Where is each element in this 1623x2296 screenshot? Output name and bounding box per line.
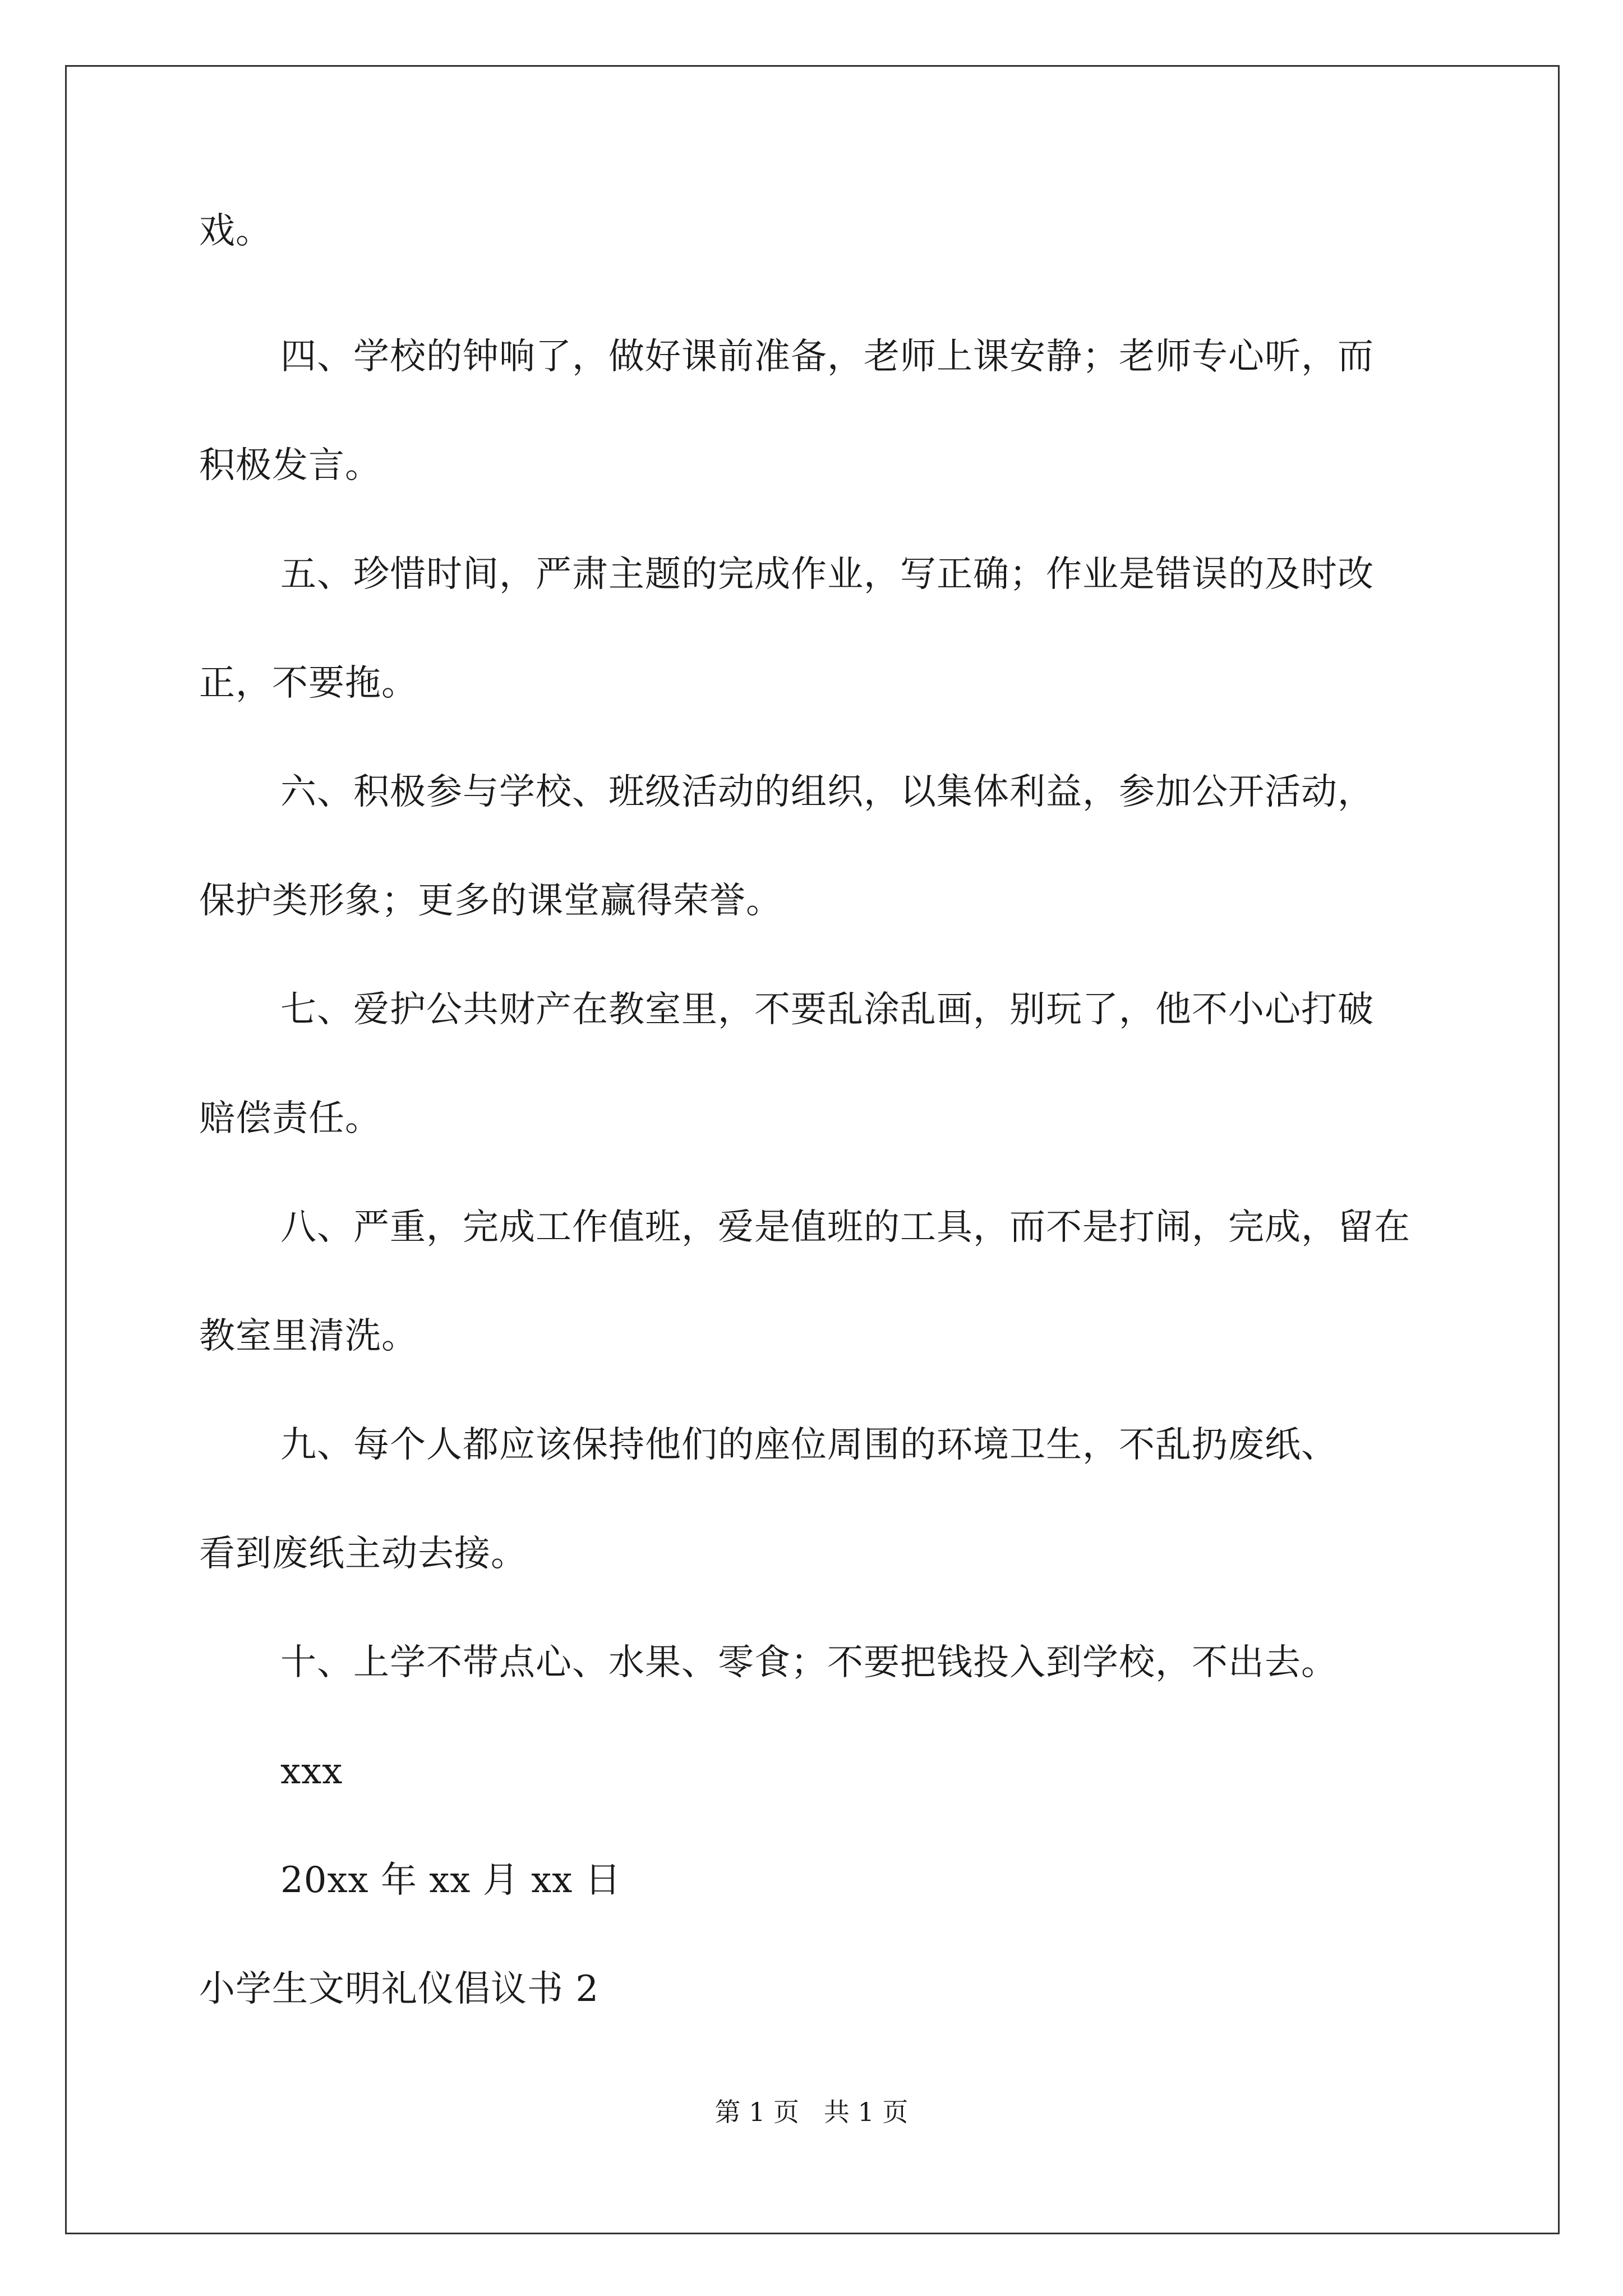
paragraph-line: 十、上学不带点心、水果、零食；不要把钱投入到学校，不出去。 (280, 1642, 1338, 1683)
signature: xxx (280, 1751, 343, 1792)
page-footer: 第 1 页 共 1 页 (714, 2097, 909, 2127)
paragraph-line: 积极发言。 (199, 445, 381, 486)
paragraph-line: 赔偿责任。 (199, 1098, 381, 1139)
paragraph-line: 七、爱护公共财产在教室里，不要乱涂乱画，别玩了，他不小心打破 (280, 989, 1374, 1030)
paragraph-line: 保护类形象；更多的课堂赢得荣誉。 (199, 880, 782, 922)
section-title: 小学生文明礼仪倡议书 2 (199, 1968, 600, 2010)
paragraph-line: 教室里清洗。 (199, 1315, 418, 1357)
date-line: 20xx 年 xx 月 xx 日 (280, 1860, 621, 1901)
paragraph-line: 四、学校的钟响了，做好课前准备，老师上课安静；老师专心听，而 (280, 336, 1374, 378)
paragraph-line: 看到废纸主动去接。 (199, 1533, 527, 1575)
page-border (65, 65, 1560, 2234)
paragraph-line: 正，不要拖。 (199, 662, 418, 704)
paragraph-line: 八、严重，完成工作值班，爱是值班的工具，而不是打闹，完成，留在 (280, 1207, 1410, 1248)
paragraph-line: 五、珍惜时间，严肃主题的完成作业，写正确；作业是错误的及时改 (280, 554, 1374, 595)
paragraph-line: 九、每个人都应该保持他们的座位周围的环境卫生，不乱扔废纸、 (280, 1424, 1338, 1466)
paragraph-line: 六、积极参与学校、班级活动的组织，以集体利益，参加公开活动， (280, 771, 1374, 813)
paragraph-line: 戏。 (199, 210, 272, 252)
